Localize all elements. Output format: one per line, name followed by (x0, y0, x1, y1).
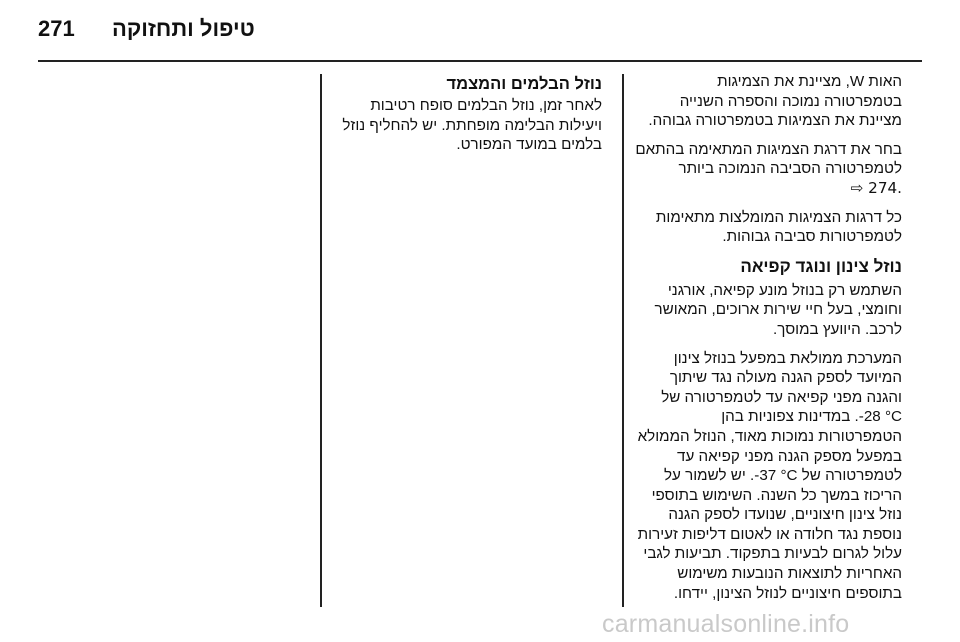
brake-fluid-paragraph (340, 96, 602, 155)
text-line: השתמש רק בנוזל מונע קפיאה, אורגני (667, 281, 902, 299)
viscosity-paragraph-1 (612, 72, 902, 131)
header-rule (38, 60, 922, 62)
column-divider-left (320, 74, 322, 607)
text-line: המיועד לספק הגנה מעולה נגד שיתוך (669, 369, 902, 387)
text-line: ‎-28 °C‏. במדינות צפוניות בהן (721, 408, 902, 426)
text-line: לטמפרטורה של ‎-37 °C‏. יש לשמור על (664, 467, 902, 485)
text-line: לטמפרטורות סביבה גבוהות. (722, 228, 902, 246)
middle-column (340, 74, 602, 164)
text-line: במפעל מספק הגנה מפני קפיאה עד (677, 447, 902, 465)
viscosity-paragraph-3 (612, 208, 902, 247)
chapter-title: טיפול ותחזוקה (112, 16, 255, 41)
text-line: עלול לגרום לבעיות בתפקוד. תביעות לגבי (643, 545, 902, 563)
text-line: נוזל צינון חיצוניים, שנועדו לספק הגנה (668, 506, 902, 524)
page-reference-link[interactable]: .274 ⇨ (850, 178, 902, 197)
text-line: ויעילות הבלימה מופחתת. יש להחליף נוזל (342, 116, 602, 134)
right-column (612, 72, 902, 612)
coolant-heading: נוזל צינון ונוגד קפיאה (740, 256, 902, 276)
text-line: נוספת נגד חלודה או לאטום דליפות זעירות (637, 525, 902, 543)
text-line: האחריות לתוצאות הנובעות משימוש (677, 565, 902, 583)
page-number: 271 (38, 16, 75, 41)
text-line: והגנה מפני קפיאה עד לטמפרטורה של (661, 388, 902, 406)
text-line: המערכת ממולאת במפעל בנוזל צינון (673, 349, 902, 367)
text-line: בלמים במועד המפורט. (456, 136, 602, 154)
brake-fluid-heading: נוזל הבלמים והמצמד (446, 75, 602, 93)
text-line: לרכב. היוועץ במוסך. (773, 320, 902, 338)
text-line: לטמפרטורה הסביבה הנמוכה ביותר (678, 160, 902, 178)
text-line: הטמפרטורות נמוכות מאוד, הנוזל הממולא (637, 427, 902, 445)
coolant-paragraph-1 (612, 281, 902, 340)
coolant-paragraph-2 (612, 349, 902, 604)
text-line: בטמפרטורה נמוכה והספרה השנייה (679, 92, 902, 110)
text-line: האות W, מציינת את הצמיגות (717, 73, 902, 90)
text-line: הריכוז במשך כל השנה. השימוש בתוספי (651, 486, 902, 504)
text-line: לאחר זמן, נוזל הבלמים סופח רטיבות (370, 97, 602, 114)
watermark: carmanualsonline.info (602, 610, 850, 638)
text-line: וחומצי, בעל חיי שירות ארוכים, המאושר (654, 301, 902, 319)
text-line: בחר את דרגת הצמיגות המתאימה בהתאם (635, 140, 902, 158)
page-header (0, 0, 960, 62)
text-line: בתוספים חיצוניים לנוזל הצינון, יידחו. (673, 584, 902, 602)
viscosity-paragraph-2 (612, 140, 902, 199)
text-line: מציינת את הצמיגות בטמפרטורה גבוהה. (648, 112, 902, 130)
text-line: כל דרגות הצמיגות המומלצות מתאימות (655, 208, 902, 226)
